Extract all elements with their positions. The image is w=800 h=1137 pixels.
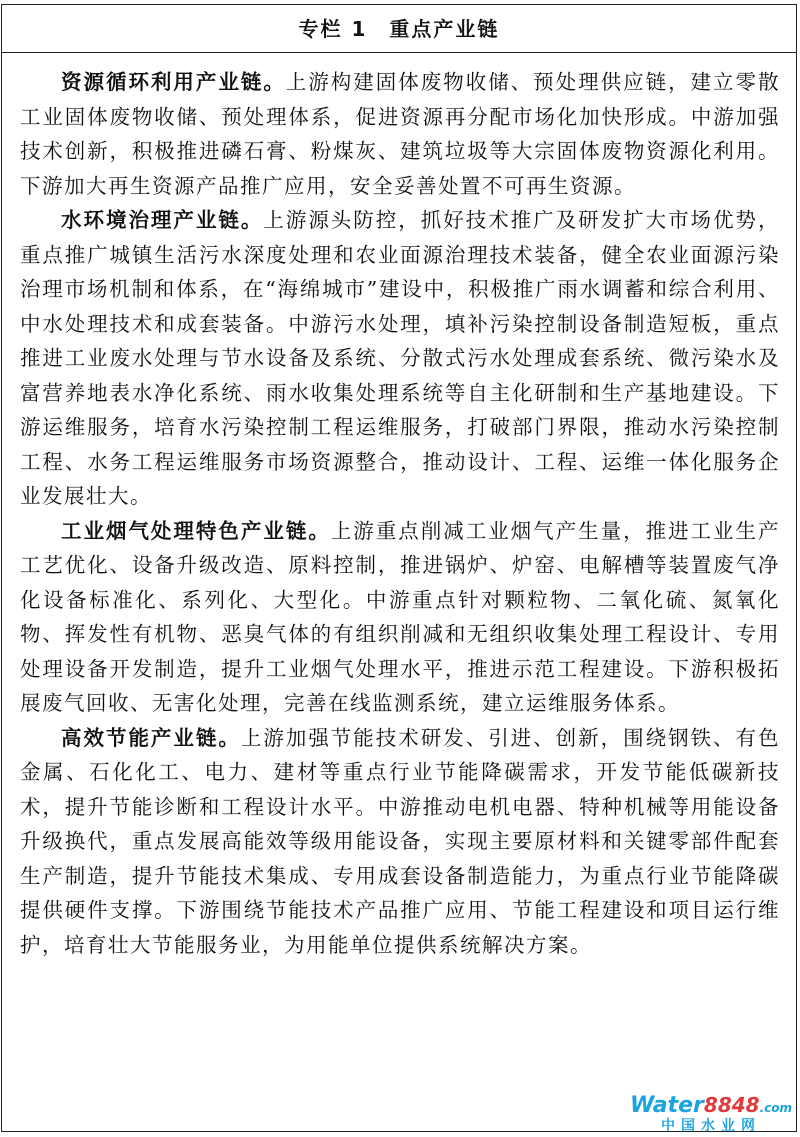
column-title: 专栏 1 重点产业链 xyxy=(2,5,796,53)
column-box xyxy=(1,4,797,1132)
paragraph-text: 上游重点削减工业烟气产生量，推进工业生产工艺优化、设备升级改造、原料控制，推进锅炉、炉窑、电解槽等装置废气净化设备标准化、系列化、大型化。中游重点针对颗粒物、二氧化硫、氮氧化物、挥发性有机物、恶臭气体的有组织削减和无组织收集处理工程设计、专用处理设备开发制造，提升工业烟气处理水平，推进示范工程建设。下游积极拓展废气回收、无害化处理，完善在线监测系统，建立运维服务体系。 xyxy=(20,518,781,715)
paragraph-text: 上游加强节能技术研发、引进、创新，围绕钢铁、有色金属、石化化工、电力、建材等重点行业节能降碳需求，开发节能低碳新技术，提升节能诊断和工程设计水平。中游推动电机电器、特种机械等用能设备升级换代，重点发展高能效等级用能设备，实现主要原材料和关键零部件配套生产制造，提升节能技术集成、专用成套设备制造能力，为重点行业节能降碳提供硬件支撑。下游围绕节能技术产品推广应用、节能工程建设和项目运行维护，培育壮大节能服务业，为用能单位提供系统解决方案。 xyxy=(20,725,781,957)
paragraph-lead: 工业烟气处理特色产业链。 xyxy=(61,518,331,543)
paragraph-energy-saving xyxy=(20,721,780,963)
paragraph-lead: 资源循环利用产业链。 xyxy=(61,70,286,94)
paragraph-lead: 水环境治理产业链。 xyxy=(61,208,264,232)
paragraph-water-treatment xyxy=(20,203,780,514)
watermark-brand: Water8848.com xyxy=(630,1093,792,1118)
watermark-logo xyxy=(630,1095,792,1133)
column-body xyxy=(20,65,780,962)
paragraph-resource-recycling xyxy=(20,65,780,203)
watermark-subtitle: 中国水业网 xyxy=(661,1118,761,1134)
paragraph-text: 上游源头防控，抓好技术推广及研发扩大市场优势，重点推广城镇生活污水深度处理和农业面源治理技术装备，健全农业面源污染治理市场机制和体系，在“海绵城市”建设中，积极推广雨水调蓄和综合利用、中水处理技术和成套装备。中游污水处理，填补污染控制设备制造短板，重点推进工业废水处理与节水设备及系统、分散式污水处理成套系统、微污染水及富营养地表水净化系统、雨水收集处理系统等自主化研制和生产基地建设。下游运维服务，培育水污染控制工程运维服务，打破部门界限，推动水污染控制工程、水务工程运维服务市场资源整合，推动设计、工程、运维一体化服务企业发展壮大。 xyxy=(20,208,781,508)
paragraph-flue-gas xyxy=(20,514,780,721)
paragraph-lead: 高效节能产业链。 xyxy=(61,725,241,750)
paragraph-text: 上游构建固体废物收储、预处理供应链，建立零散工业固体废物收储、预处理体系，促进资源再分配市场化加快形成。中游加强技术创新，积极推进磷石膏、粉煤灰、建筑垃圾等大宗固体废物资源化利用。下游加大再生资源产品推广应用，安全妥善处置不可再生资源。 xyxy=(20,70,781,198)
